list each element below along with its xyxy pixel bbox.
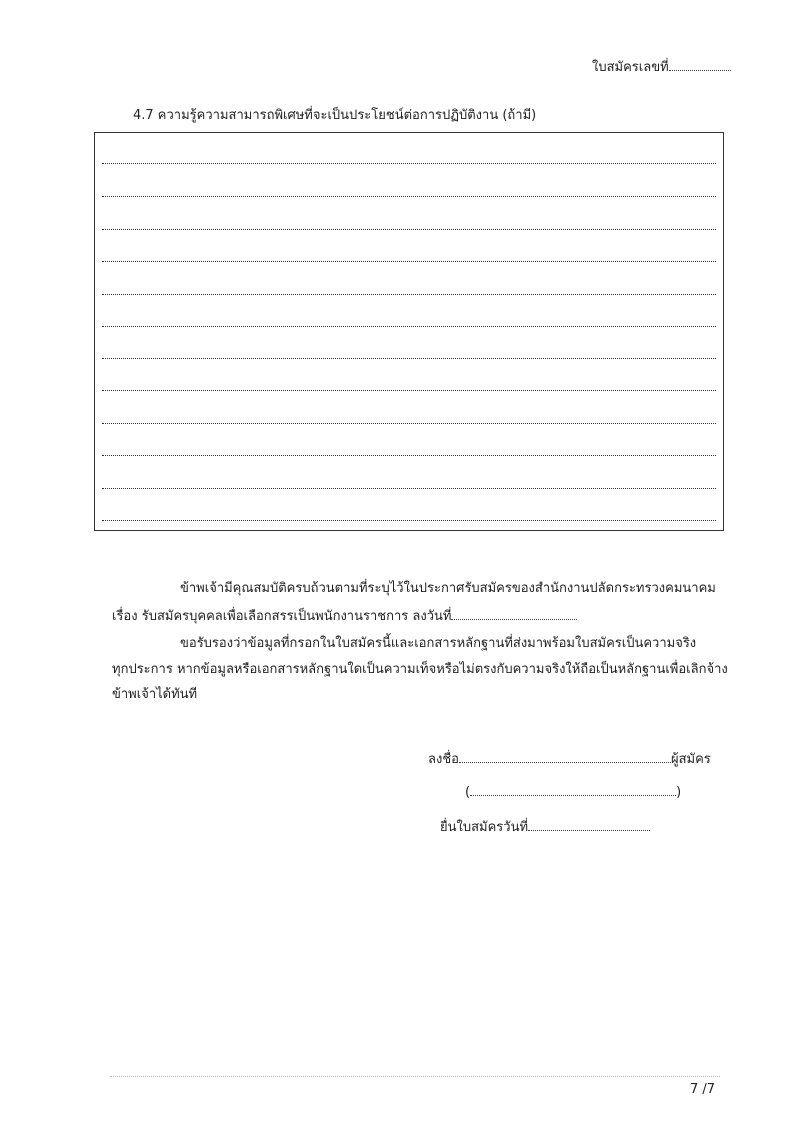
answer-line[interactable] <box>102 423 716 424</box>
close-paren: ) <box>676 785 682 800</box>
signature-blank[interactable] <box>459 750 671 763</box>
footer-divider <box>110 1076 720 1077</box>
answer-line[interactable] <box>102 358 716 359</box>
answer-line[interactable] <box>102 294 716 295</box>
answer-line[interactable] <box>102 229 716 230</box>
application-number-blank[interactable] <box>669 58 731 71</box>
answer-line[interactable] <box>102 261 716 262</box>
answer-line[interactable] <box>102 326 716 327</box>
answer-line[interactable] <box>102 488 716 489</box>
page-number: 7 /7 <box>690 1082 716 1097</box>
application-number-label: ใบสมัครเลขที่ <box>592 60 669 75</box>
submit-date-label: ยื่นใบสมัครวันที่ <box>440 820 529 835</box>
printed-name-row <box>465 783 681 802</box>
declaration-para1-line1: ข้าพเจ้ามีคุณสมบัติครบถ้วนตามที่ระบุไว้ในประกาศรับสมัครของสำนักงานปลัดกระทรวงคมนาคม <box>180 581 716 596</box>
declaration-para2-line1: ขอรับรองว่าข้อมูลที่กรอกในใบสมัครนี้และเอกสารหลักฐานที่ส่งมาพร้อมใบสมัครเป็นความจริง <box>180 636 697 651</box>
announcement-date-blank[interactable] <box>451 607 577 620</box>
declaration-para2-line3: ข้าพเจ้าได้ทันที <box>112 687 198 702</box>
announcement-date-label: เรื่อง รับสมัครบุคคลเพื่อเลือกสรรเป็นพนักงานราชการ ลงวันที่ <box>112 609 452 624</box>
application-number-field <box>592 58 731 77</box>
sign-label: ลงชื่อ <box>428 752 459 767</box>
printed-name-blank[interactable] <box>470 783 676 796</box>
signature-row <box>428 750 711 769</box>
answer-line[interactable] <box>102 390 716 391</box>
declaration-para2-line2: ทุกประการ หากข้อมูลหรือเอกสารหลักฐานใดเป็นความเท็จหรือไม่ตรงกับความจริงให้ถือเป็นหลักฐานเพื่อเลิกจ้าง <box>112 662 728 677</box>
open-paren: ( <box>465 785 471 800</box>
submit-date-blank[interactable] <box>528 818 650 831</box>
submit-date-row <box>440 818 650 837</box>
declaration-para1-line2 <box>112 607 577 626</box>
applicant-label: ผู้สมัคร <box>670 752 711 767</box>
answer-line[interactable] <box>102 196 716 197</box>
section-heading: 4.7 ความรู้ความสามารถพิเศษที่จะเป็นประโยชน์ต่อการปฏิบัติงาน (ถ้ามี) <box>133 108 537 123</box>
answer-line[interactable] <box>102 455 716 456</box>
answer-box[interactable] <box>94 132 724 531</box>
answer-line[interactable] <box>102 163 716 164</box>
answer-line[interactable] <box>102 520 716 521</box>
